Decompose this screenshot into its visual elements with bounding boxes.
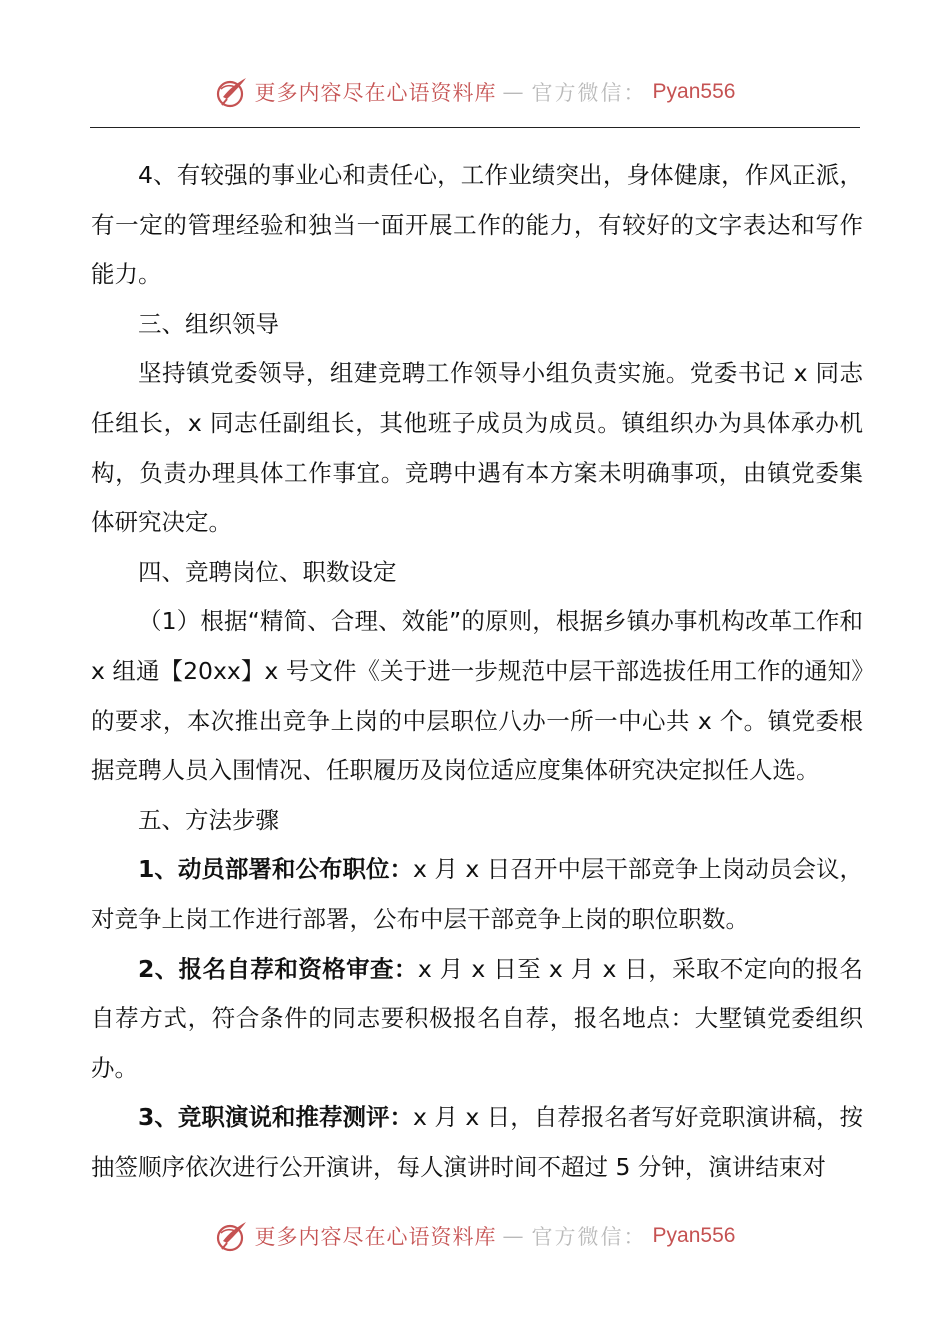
document-body <box>91 151 863 1192</box>
step-1 <box>91 845 863 944</box>
step-3 <box>91 1093 863 1192</box>
step-1-title: 1、动员部署和公布职位： <box>138 855 414 884</box>
footer-wechat-id: Pyan556 <box>652 1224 736 1247</box>
paragraph-requirement-4: 4、有较强的事业心和责任心，工作业绩突出，身体健康，作风正派，有一定的管理经验和独当一面开展工作的能力，有较好的文字表达和写作能力。 <box>91 161 863 289</box>
header-divider <box>90 127 860 128</box>
banner-wechat-label: 官方微信： <box>531 81 647 105</box>
step-2-text: x 月 x 日至 x 月 x 日，采取不定向的报名自荐方式，符合条件的同志要积极报名自荐，报名地点：大墅镇党委组织办。 <box>91 954 863 1082</box>
section-heading-steps: 五、方法步骤 <box>138 805 279 834</box>
paragraph-positions: （1）根据“精简、合理、效能”的原则，根据乡镇办事机构改革工作和 x 组通【20xx】x 号文件《关于进一步规范中层干部选拔任用工作的通知》的要求，本次推出竞争上岗的中层职位八办一所一中心共 x 个。镇党委根据竞聘人员入围情况、任职履历及岗位适应度集体研究决定拟任人选。 <box>91 607 863 785</box>
footer-wechat-label: 官方微信： <box>531 1225 647 1249</box>
footer-main-text: 更多内容尽在心语资料库 <box>254 1225 497 1249</box>
paragraph-leadership: 坚持镇党委领导，组建竞聘工作领导小组负责实施。党委书记 x 同志任组长，x 同志任副组长，其他班子成员为成员。镇组织办为具体承办机构，负责办理具体工作事宜。竞聘中遇有本方案未明确事项，由镇党委集体研究决定。 <box>91 359 863 537</box>
step-2 <box>91 945 863 1094</box>
quill-logo-icon <box>215 75 249 109</box>
banner-wechat-id: Pyan556 <box>652 80 736 103</box>
step-3-title: 3、竞职演说和推荐测评： <box>138 1103 414 1132</box>
section-heading-leadership: 三、组织领导 <box>138 309 279 338</box>
footer-banner <box>0 1214 950 1258</box>
banner-dash: — <box>502 80 526 104</box>
section-heading-positions: 四、竞聘岗位、职数设定 <box>138 557 397 586</box>
header-banner <box>0 70 950 114</box>
footer-dash: — <box>502 1224 526 1248</box>
step-2-title: 2、报名自荐和资格审查： <box>138 954 418 983</box>
step-1-text: x 月 x 日召开中层干部竞争上岗动员会议，对竞争上岗工作进行部署，公布中层干部竞争上岗的职位职数。 <box>91 855 863 933</box>
banner-main-text: 更多内容尽在心语资料库 <box>254 81 497 105</box>
quill-logo-icon <box>215 1219 249 1253</box>
step-3-text: x 月 x 日，自荐报名者写好竞职演讲稿，按抽签顺序依次进行公开演讲，每人演讲时间不超过 5 分钟，演讲结束对 <box>91 1103 863 1181</box>
